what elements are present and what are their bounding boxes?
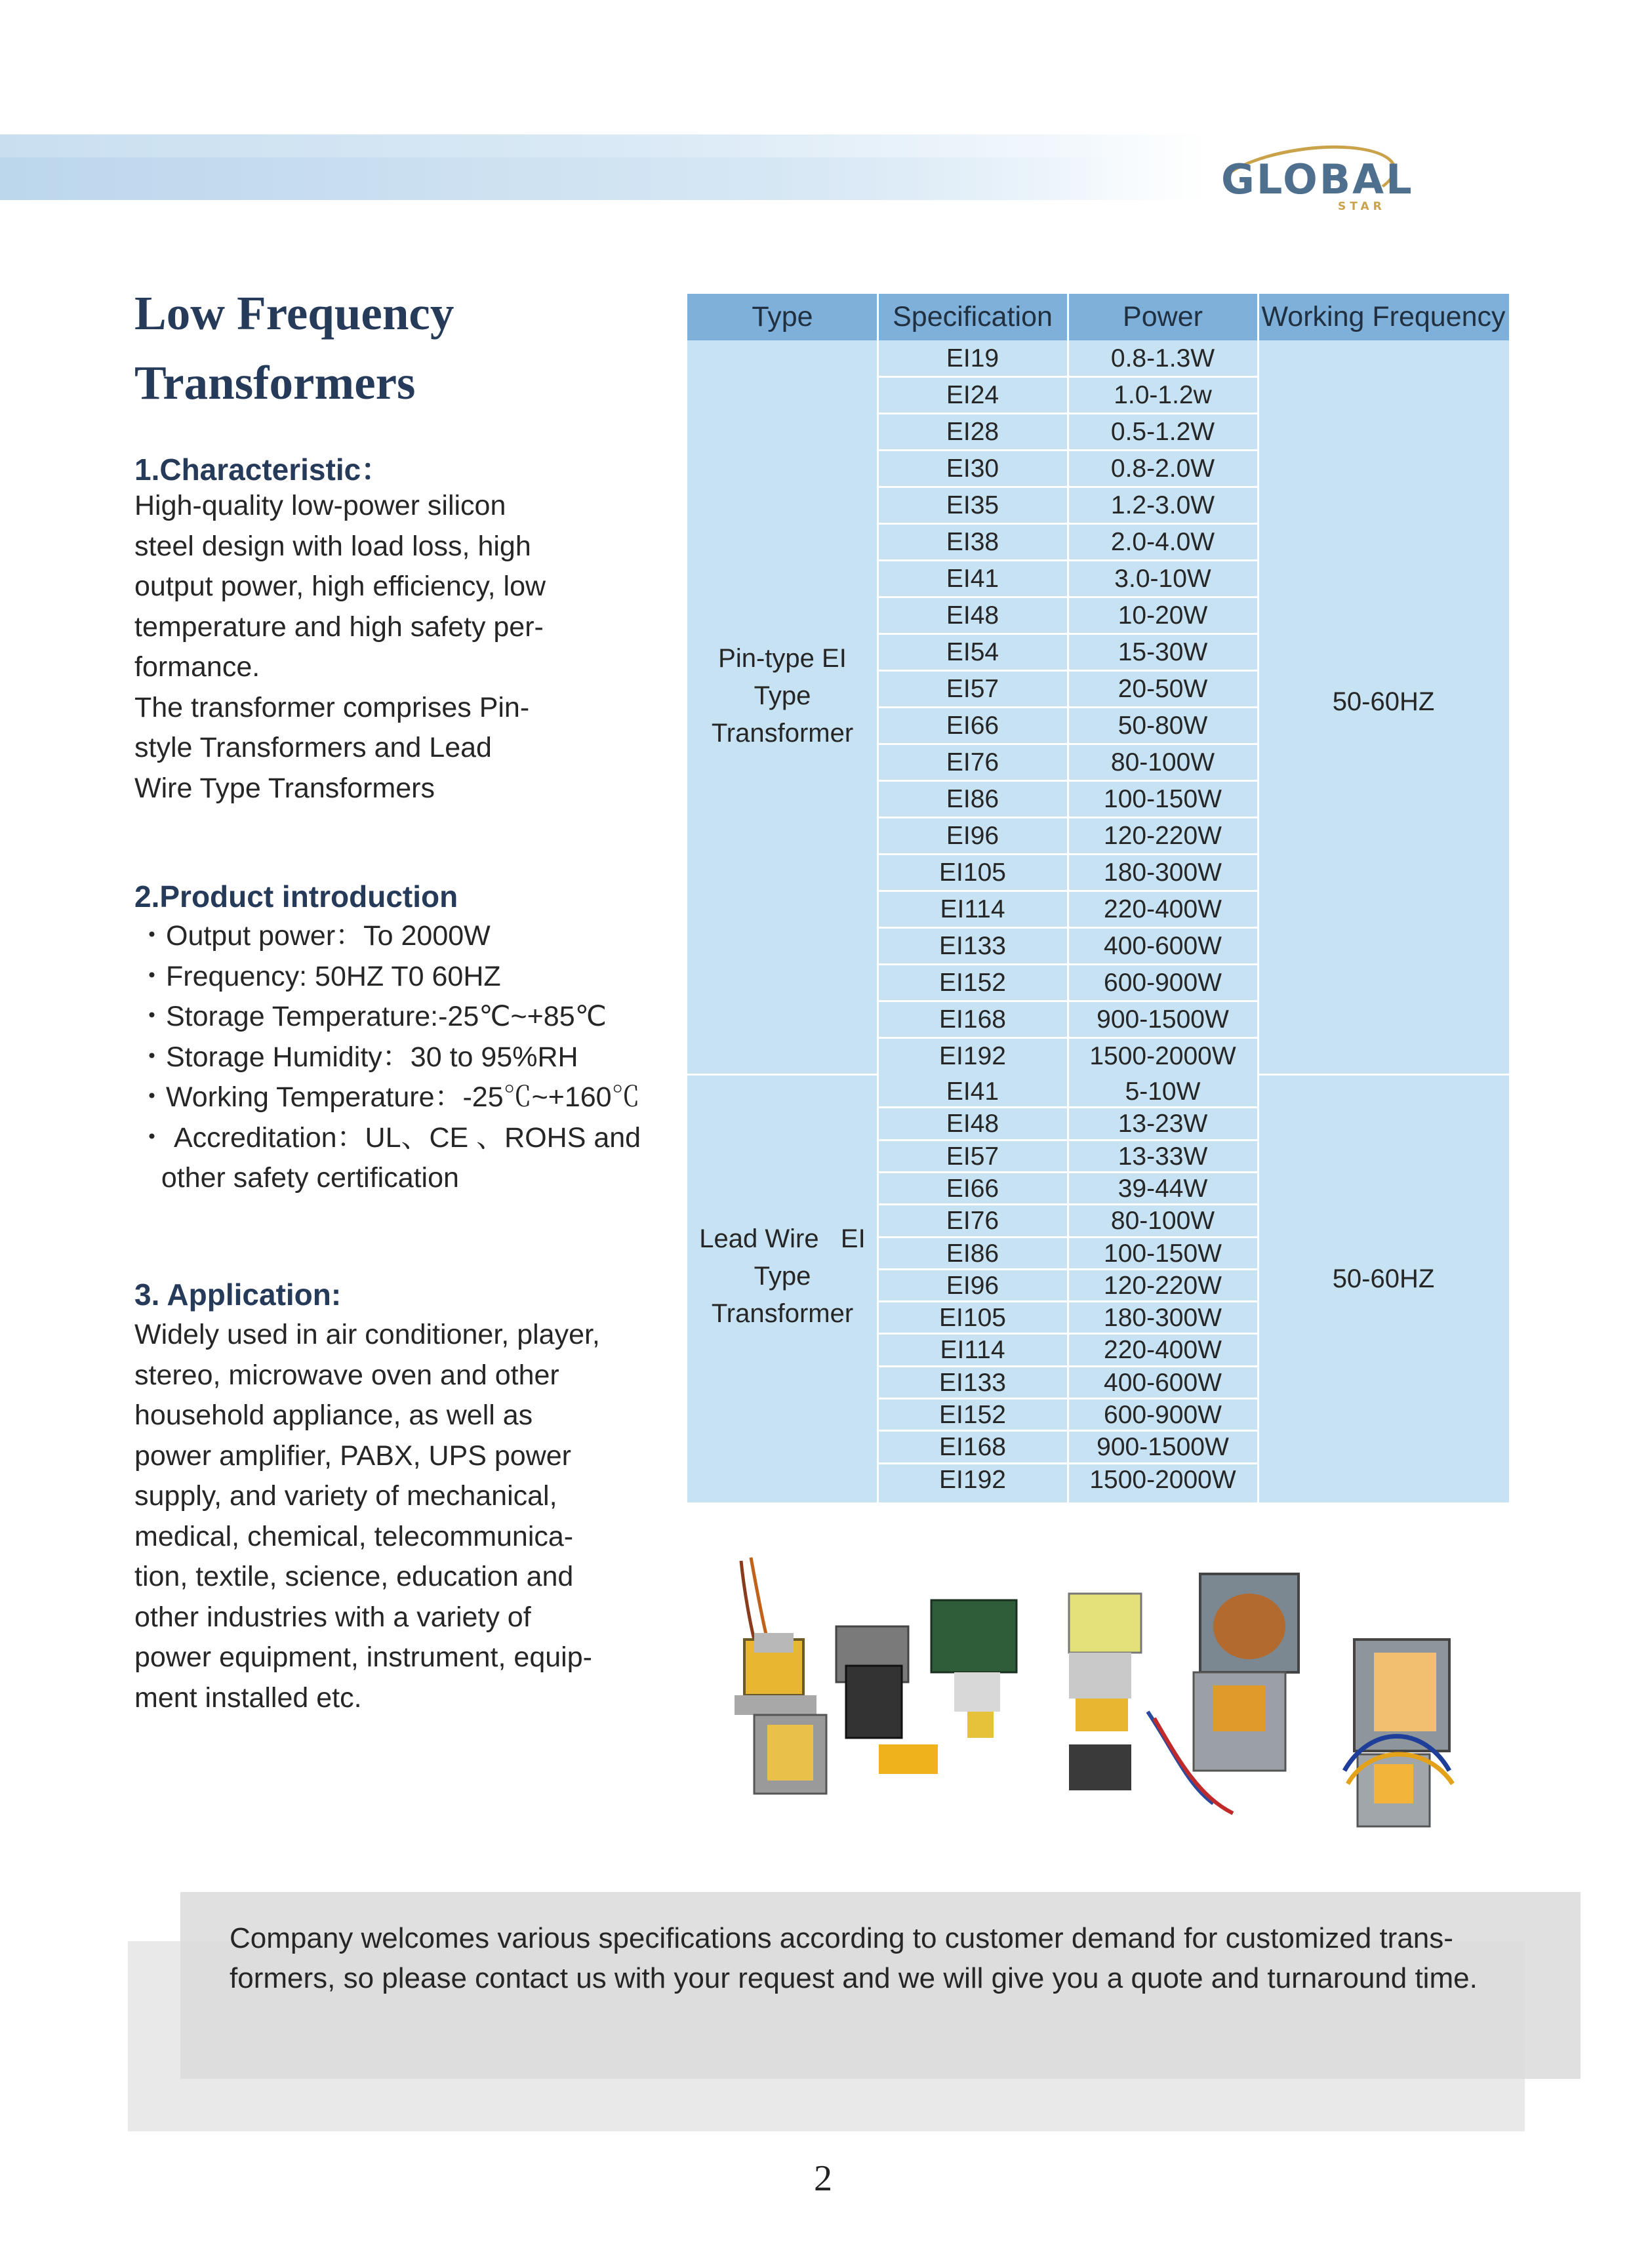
product-intro-list xyxy=(138,916,675,1199)
spec-cell: EI133 xyxy=(939,932,1006,960)
type-line: Type xyxy=(754,681,811,710)
group-divider xyxy=(687,1074,877,1076)
spec-cell: EI192 xyxy=(939,1042,1006,1070)
spec-cell: EI114 xyxy=(940,1336,1005,1365)
characteristic-line: High-quality low-power silicon xyxy=(134,490,506,521)
type-lead-wire xyxy=(687,1220,877,1333)
type-line: Lead Wire EI xyxy=(699,1224,866,1253)
characteristic-text xyxy=(134,486,659,809)
spec-cell: EI86 xyxy=(946,785,999,813)
spec-cell: EI30 xyxy=(946,454,999,483)
power-cell: 20-50W xyxy=(1118,675,1208,703)
spec-cell: EI168 xyxy=(939,1005,1006,1034)
spec-cell: EI96 xyxy=(946,1271,999,1300)
list-item: ・Storage Temperature:-25℃~+85℃ xyxy=(138,1001,607,1032)
characteristic-line: output power, high efficiency, low xyxy=(134,571,546,602)
spec-cell: EI96 xyxy=(946,822,999,850)
list-item: ・Storage Humidity：30 to 95%RH xyxy=(138,1041,578,1073)
type-line: Pin-type EI xyxy=(718,644,847,673)
frequency-lead-wire: 50-60HZ xyxy=(1332,1264,1435,1293)
power-cell: 1500-2000W xyxy=(1089,1465,1236,1494)
application-line: household appliance, as well as xyxy=(134,1399,533,1431)
spec-cell: EI152 xyxy=(939,969,1006,997)
application-line: power amplifier, PABX, UPS power xyxy=(134,1439,571,1472)
list-item: ・ Accreditation：UL、CE 、ROHS and xyxy=(138,1121,641,1154)
application-line: medical, chemical, telecommunica- xyxy=(134,1520,574,1552)
type-line: Transformer xyxy=(711,719,854,748)
custom-order-note xyxy=(230,1918,1554,1998)
power-cell: 1.2-3.0W xyxy=(1110,491,1215,519)
spec-cell: EI19 xyxy=(946,344,999,372)
type-line: Type xyxy=(754,1262,811,1291)
spec-cell: EI66 xyxy=(946,712,999,740)
spec-cell: EI105 xyxy=(939,858,1006,887)
power-cell: 120-220W xyxy=(1104,1271,1222,1300)
group-divider xyxy=(1258,1074,1509,1076)
spec-cell: EI86 xyxy=(946,1239,999,1268)
power-cell: 0.8-2.0W xyxy=(1110,454,1215,483)
global-star-logo xyxy=(1213,141,1414,220)
characteristic-line: Wire Type Transformers xyxy=(134,772,435,804)
header-band-inner xyxy=(0,157,1115,200)
transformer-icon xyxy=(1069,1594,1141,1790)
spec-cell: EI114 xyxy=(940,895,1005,923)
transformer-icon xyxy=(931,1600,1017,1738)
application-line: tion, textile, science, education and xyxy=(134,1561,574,1592)
spec-cell: EI105 xyxy=(939,1304,1006,1333)
characteristic-line: temperature and high safety per- xyxy=(134,611,544,643)
power-cell: 2.0-4.0W xyxy=(1110,528,1215,556)
spec-cell: EI66 xyxy=(946,1174,999,1203)
spec-cell: EI57 xyxy=(946,1142,999,1171)
characteristic-line: The transformer comprises Pin- xyxy=(134,691,530,723)
spec-cell: EI38 xyxy=(946,528,999,556)
application-line: Widely used in air conditioner, player, xyxy=(134,1319,600,1350)
power-cell: 80-100W xyxy=(1110,748,1215,776)
note-line-2: formers, so please contact us with your request and we will give you a quote and turnaround time. xyxy=(230,1962,1478,1994)
spec-cell: EI28 xyxy=(946,418,999,446)
power-cell: 0.8-1.3W xyxy=(1110,344,1215,372)
page-title xyxy=(134,279,659,418)
power-cell: 600-900W xyxy=(1104,969,1222,997)
list-item: ・Working Temperature：-25℃~+160℃ xyxy=(138,1081,640,1113)
spec-cell: EI41 xyxy=(946,565,999,593)
transformer-icon xyxy=(735,1558,826,1794)
application-line: other industries with a variety of xyxy=(134,1601,531,1633)
spec-cell: EI48 xyxy=(946,1110,999,1138)
power-cell: 15-30W xyxy=(1118,638,1208,666)
application-line: power equipment, instrument, equip- xyxy=(134,1641,592,1673)
power-cell: 13-33W xyxy=(1118,1142,1208,1171)
power-cell: 5-10W xyxy=(1125,1077,1201,1106)
spec-table xyxy=(687,294,1509,1502)
spec-cell: EI76 xyxy=(946,1207,999,1236)
spec-cell: EI168 xyxy=(939,1433,1006,1462)
transformer-icon xyxy=(1344,1640,1453,1826)
application-line: supply, and variety of mechanical, xyxy=(134,1480,557,1512)
transformer-products-image xyxy=(715,1554,1469,1843)
power-cell: 120-220W xyxy=(1104,822,1222,850)
spec-cell: EI192 xyxy=(939,1465,1006,1494)
list-item: ・Output power：To 2000W xyxy=(138,920,491,952)
power-cell: 220-400W xyxy=(1104,1336,1222,1365)
power-cell: 400-600W xyxy=(1104,932,1222,960)
spec-cell: EI48 xyxy=(946,601,999,630)
characteristic-heading: 1.Characteristic： xyxy=(134,453,392,487)
spec-cell: EI41 xyxy=(946,1077,999,1106)
application-line: ment installed etc. xyxy=(134,1681,362,1714)
spec-cell: EI152 xyxy=(939,1401,1006,1429)
header-specification: Specification xyxy=(893,301,1053,332)
transformer-icon xyxy=(1148,1574,1299,1813)
page-number: 2 xyxy=(814,2158,832,2199)
list-item: ・Frequency: 50HZ T0 60HZ xyxy=(138,960,501,992)
header-type: Type xyxy=(752,301,813,332)
title-line-1: Low Frequency xyxy=(134,287,454,340)
spec-cell: EI24 xyxy=(946,381,999,409)
spec-cell: EI57 xyxy=(946,675,999,703)
header-power: Power xyxy=(1123,301,1203,332)
power-cell: 220-400W xyxy=(1104,895,1222,923)
spec-cell: EI35 xyxy=(946,491,999,519)
title-line-2: Transformers xyxy=(134,356,416,409)
power-cell: 10-20W xyxy=(1118,601,1208,630)
power-cell: 100-150W xyxy=(1104,1239,1222,1268)
application-text xyxy=(134,1315,659,1718)
spec-cell: EI54 xyxy=(946,638,999,666)
frequency-pin-type: 50-60HZ xyxy=(1332,687,1435,716)
type-pin-type xyxy=(687,640,877,752)
logo-text: GLOBAL xyxy=(1221,155,1414,203)
transformer-icon xyxy=(836,1626,938,1774)
power-cell: 50-80W xyxy=(1118,712,1208,740)
table-header xyxy=(687,294,1509,340)
application-line: stereo, microwave oven and other xyxy=(134,1359,559,1391)
characteristic-line: style Transformers and Lead xyxy=(134,732,492,763)
product-intro-heading: 2.Product introduction xyxy=(134,879,458,914)
power-cell: 100-150W xyxy=(1104,785,1222,813)
power-cell: 1500-2000W xyxy=(1089,1042,1236,1070)
application-heading: 3. Application: xyxy=(134,1278,342,1312)
type-line: Transformer xyxy=(711,1299,854,1328)
power-cell: 180-300W xyxy=(1104,1304,1222,1333)
characteristic-line: formance. xyxy=(134,651,260,683)
power-cell: 900-1500W xyxy=(1097,1005,1229,1034)
power-cell: 600-900W xyxy=(1104,1401,1222,1429)
power-cell: 900-1500W xyxy=(1097,1433,1229,1462)
power-cell: 39-44W xyxy=(1118,1174,1208,1203)
power-cell: 1.0-1.2w xyxy=(1114,381,1212,409)
power-cell: 400-600W xyxy=(1104,1368,1222,1397)
logo-subtext: STAR xyxy=(1338,200,1386,213)
note-line-1: Company welcomes various specifications according to customer demand for customized trans- xyxy=(230,1922,1453,1954)
power-cell: 180-300W xyxy=(1104,858,1222,887)
power-cell: 3.0-10W xyxy=(1114,565,1211,593)
characteristic-line: steel design with load loss, high xyxy=(134,530,531,562)
spec-cell: EI76 xyxy=(946,748,999,776)
power-cell: 80-100W xyxy=(1110,1207,1215,1236)
power-cell: 13-23W xyxy=(1118,1110,1208,1138)
power-cell: 0.5-1.2W xyxy=(1110,418,1215,446)
header-working-frequency: Working Frequency xyxy=(1261,301,1506,332)
list-item: other safety certification xyxy=(138,1162,459,1194)
spec-cell: EI133 xyxy=(939,1368,1006,1397)
